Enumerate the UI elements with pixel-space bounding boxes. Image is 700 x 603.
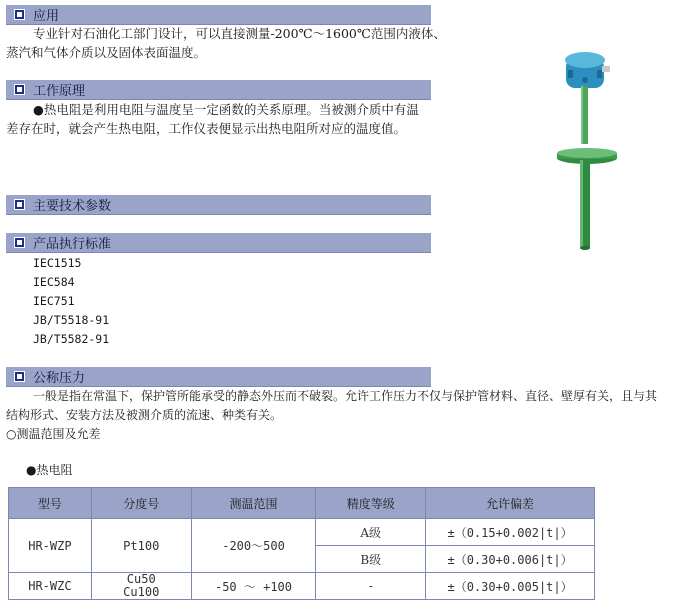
application-text-line2: 蒸汽和气体介质以及固体表面温度。 (6, 45, 207, 60)
table-header-cell: 型号 (9, 488, 92, 519)
table-row (9, 573, 595, 600)
cell-grade: B级 (316, 546, 426, 573)
application-text-line1: 专业针对石油化工部门设计，可以直接测量-200℃～1600℃范围内液体、 (33, 26, 446, 41)
cell-index-line: Cu50 (126, 572, 156, 586)
section-header-pressure (6, 367, 431, 387)
standard-item: IEC584 (33, 275, 75, 289)
cell-model: HR-WZP (9, 519, 92, 573)
table-row (9, 519, 595, 546)
section-header-standards (6, 233, 431, 253)
table-header-cell: 精度等级 (316, 488, 426, 519)
section-square-icon (14, 9, 25, 20)
section-square-icon (14, 199, 25, 210)
section-header-application (6, 5, 431, 25)
section-title: 产品执行标准 (33, 237, 112, 252)
table-header-cell: 允许偏差 (426, 488, 595, 519)
cell-model: HR-WZC (9, 573, 92, 600)
tolerance-table (8, 487, 595, 600)
standard-item: JB/T5582-91 (33, 332, 110, 346)
cell-index: Pt100 (91, 519, 191, 573)
standard-item: IEC1515 (33, 256, 82, 270)
table-header-row (9, 488, 595, 519)
cell-deviation: ±（0.30+0.006|t|） (426, 546, 595, 573)
pressure-text-line1: 一般是指在常温下，保护管所能承受的静态外压而不破裂。允许工作压力不仅与保护管材料、直径、壁厚有关，且与其 (33, 389, 658, 403)
standard-item: JB/T5518-91 (33, 313, 110, 327)
section-title: 应用 (33, 9, 60, 24)
cell-grade: - (316, 573, 426, 600)
section-square-icon (14, 371, 25, 382)
principle-text-line2: 差存在时，就会产生热电阻，工作仪表便显示出热电阻所对应的温度值。 (6, 121, 407, 136)
range-title: ○测温范围及允差 (6, 427, 101, 441)
standard-item: IEC751 (33, 294, 75, 308)
table-header-cell: 测温范围 (191, 488, 316, 519)
table-header-cell: 分度号 (91, 488, 191, 519)
section-title: 主要技术参数 (33, 199, 112, 214)
section-title: 工作原理 (33, 84, 86, 99)
section-square-icon (14, 237, 25, 248)
pressure-text-line2: 结构形式、安装方法及被测介质的流速、种类有关。 (6, 408, 283, 422)
section-header-principle (6, 80, 431, 100)
cell-index (91, 573, 191, 600)
cell-range: -50 ～ +100 (191, 573, 316, 600)
sensor-product-image (540, 44, 640, 254)
cell-range: -200～500 (191, 519, 316, 573)
cell-index-line: Cu100 (123, 585, 160, 599)
cell-deviation: ±（0.15+0.002|t|） (426, 519, 595, 546)
section-title: 公称压力 (33, 371, 86, 386)
section-header-specs (6, 195, 431, 215)
cell-grade: A级 (316, 519, 426, 546)
principle-text-line1: ●热电阻是利用电阻与温度呈一定函数的关系原理。当被测介质中有温 (33, 102, 419, 117)
rtd-label: ●热电阻 (26, 463, 73, 477)
section-square-icon (14, 84, 25, 95)
cell-deviation: ±（0.30+0.005|t|） (426, 573, 595, 600)
